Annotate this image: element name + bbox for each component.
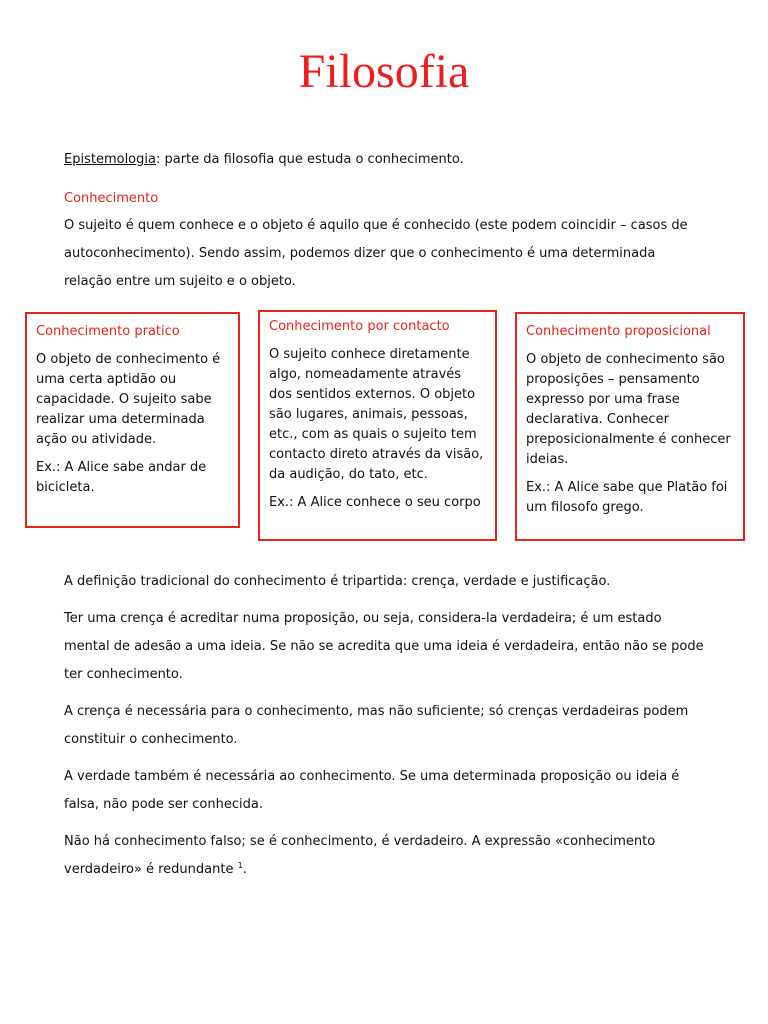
paragraph-line: Não há conhecimento falso; se é conhecimento, é verdadeiro. A expressão «conhecimento — [64, 834, 656, 849]
section-heading: Conhecimento — [64, 191, 159, 206]
paragraph-line — [64, 860, 714, 888]
paragraph-belief — [64, 609, 714, 693]
paragraph-text: verdadeiro» é redundante — [64, 862, 234, 877]
epistemology-term: Epistemologia — [64, 152, 156, 167]
paragraph-line: O sujeito é quem conhece e o objeto é aquilo que é conhecido (este podem coincidir – casos de — [64, 218, 688, 233]
box-title: Conhecimento proposicional — [526, 324, 711, 339]
page-title: Filosofia — [298, 45, 470, 98]
box-example: Ex.: A Alice sabe andar de bicicleta. — [36, 460, 207, 495]
paragraph-line: falsa, não pode ser conhecida. — [64, 797, 263, 812]
paragraph-belief-necessary — [64, 702, 714, 758]
paragraph-truth — [64, 767, 714, 823]
paragraph-no-false-knowledge — [64, 832, 714, 888]
box-title: Conhecimento pratico — [36, 324, 180, 339]
intro-definition — [64, 150, 464, 170]
box-title: Conhecimento por contacto — [269, 319, 450, 334]
propositional-knowledge-box — [515, 312, 745, 541]
box-body: O objeto de conhecimento é uma certa aptidão ou capacidade. O sujeito sabe realizar uma determinada ação ou atividade. — [36, 352, 221, 447]
epistemology-definition: : parte da filosofia que estuda o conhecimento. — [155, 152, 464, 167]
paragraph-line: constituir o conhecimento. — [64, 732, 238, 747]
knowledge-paragraph — [64, 216, 714, 300]
box-body: O objeto de conhecimento são proposições – pensamento expresso por uma frase declarativa. Conhecer preposicionalmente é conhecer ideias. — [526, 352, 731, 467]
paragraph-line: ter conhecimento. — [64, 667, 183, 682]
footnote-marker: 1 — [237, 861, 243, 870]
paragraph-line: Ter uma crença é acreditar numa proposição, ou seja, considera-la verdadeira; é um estado — [64, 611, 662, 626]
paragraph-line: A crença é necessária para o conhecimento, mas não suficiente; só crenças verdadeiras podem — [64, 704, 689, 719]
practical-knowledge-box — [25, 312, 240, 528]
paragraph-line: autoconhecimento). Sendo assim, podemos dizer que o conhecimento é uma determinada — [64, 246, 656, 261]
paragraph-line: A verdade também é necessária ao conhecimento. Se uma determinada proposição ou ideia é — [64, 769, 680, 784]
box-example: Ex.: A Alice conhece o seu corpo — [269, 495, 481, 510]
box-body: O sujeito conhece diretamente algo, nomeadamente através dos sentidos externos. O objeto são lugares, animais, pessoas, etc., com as quais o sujeito tem contacto direto através da visão, da audição, do tato, etc. — [269, 347, 484, 482]
paragraph-line: A definição tradicional do conhecimento é tripartida: crença, verdade e justificação. — [64, 574, 611, 589]
end-punctuation: . — [242, 862, 247, 877]
paragraph-line: mental de adesão a uma ideia. Se não se acredita que uma ideia é verdadeira, então não se pode — [64, 639, 704, 654]
paragraph-tripartite — [64, 572, 714, 600]
paragraph-line: relação entre um sujeito e o objeto. — [64, 274, 296, 289]
box-example: Ex.: A Alice sabe que Platão foi um filosofo grego. — [526, 480, 728, 515]
contact-knowledge-box — [258, 310, 497, 541]
body-text — [64, 572, 714, 897]
